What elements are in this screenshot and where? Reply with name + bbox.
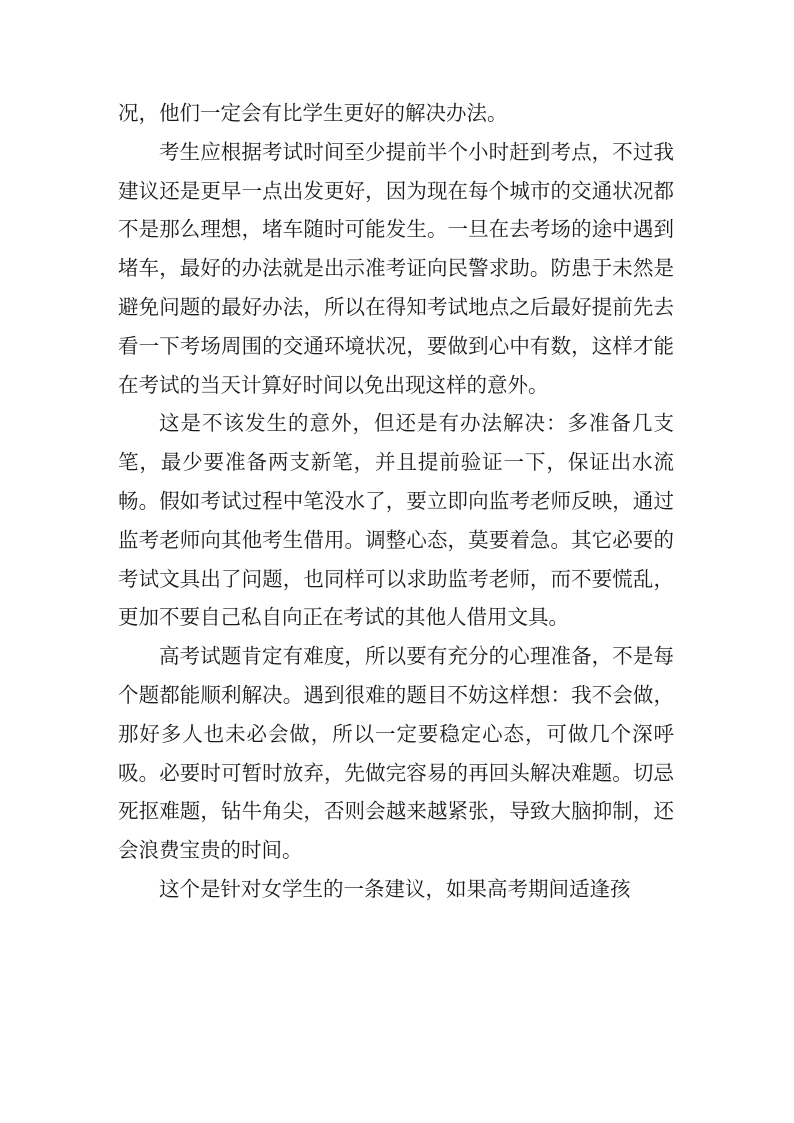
paragraph-1: 况，他们一定会有比学生更好的解决办法。 (118, 101, 508, 125)
paragraph-2: 考生应根据考试时间至少提前半个小时赶到考点，不过我建议还是更早一点出发更好，因为现在每个城市的交通状况都不是那么理想，堵车随时可能发生。一旦在去考场的途中遇到堵车，最好的办法就是出示准考证向民警求助。防患于未然是避免问题的最好办法，所以在得知考试地点之后最好提前先去看一下考场周围的交通环境状况，要做到心中有数，这样才能在考试的当天计算好时间以免出现这样的意外。 (118, 139, 674, 397)
paragraph-3: 这是不该发生的意外，但还是有办法解决：多准备几支笔，最少要准备两支新笔，并且提前验证一下，保证出水流畅。假如考试过程中笔没水了，要立即向监考老师反映，通过监考老师向其他考生借用。调整心态，莫要着急。其它必要的考试文具出了问题，也同样可以求助监考老师，而不要慌乱，更加不要自己私自向正在考试的其他人借用文具。 (118, 411, 674, 630)
paragraph-5: 这个是针对女学生的一条建议，如果高考期间适逢孩 (159, 876, 631, 901)
paragraph-4: 高考试题肯定有难度，所以要有充分的心理准备，不是每个题都能顺利解决。遇到很难的题目不妨这样想：我不会做，那好多人也未必会做，所以一定要稳定心态，可做几个深呼吸。必要时可暂时放弃，先做完容易的再回头解决难题。切忌死抠难题，钻牛角尖，否则会越来越紧张，导致大脑抑制，还会浪费宝贵的时间。 (118, 644, 674, 863)
document-page (118, 94, 674, 909)
